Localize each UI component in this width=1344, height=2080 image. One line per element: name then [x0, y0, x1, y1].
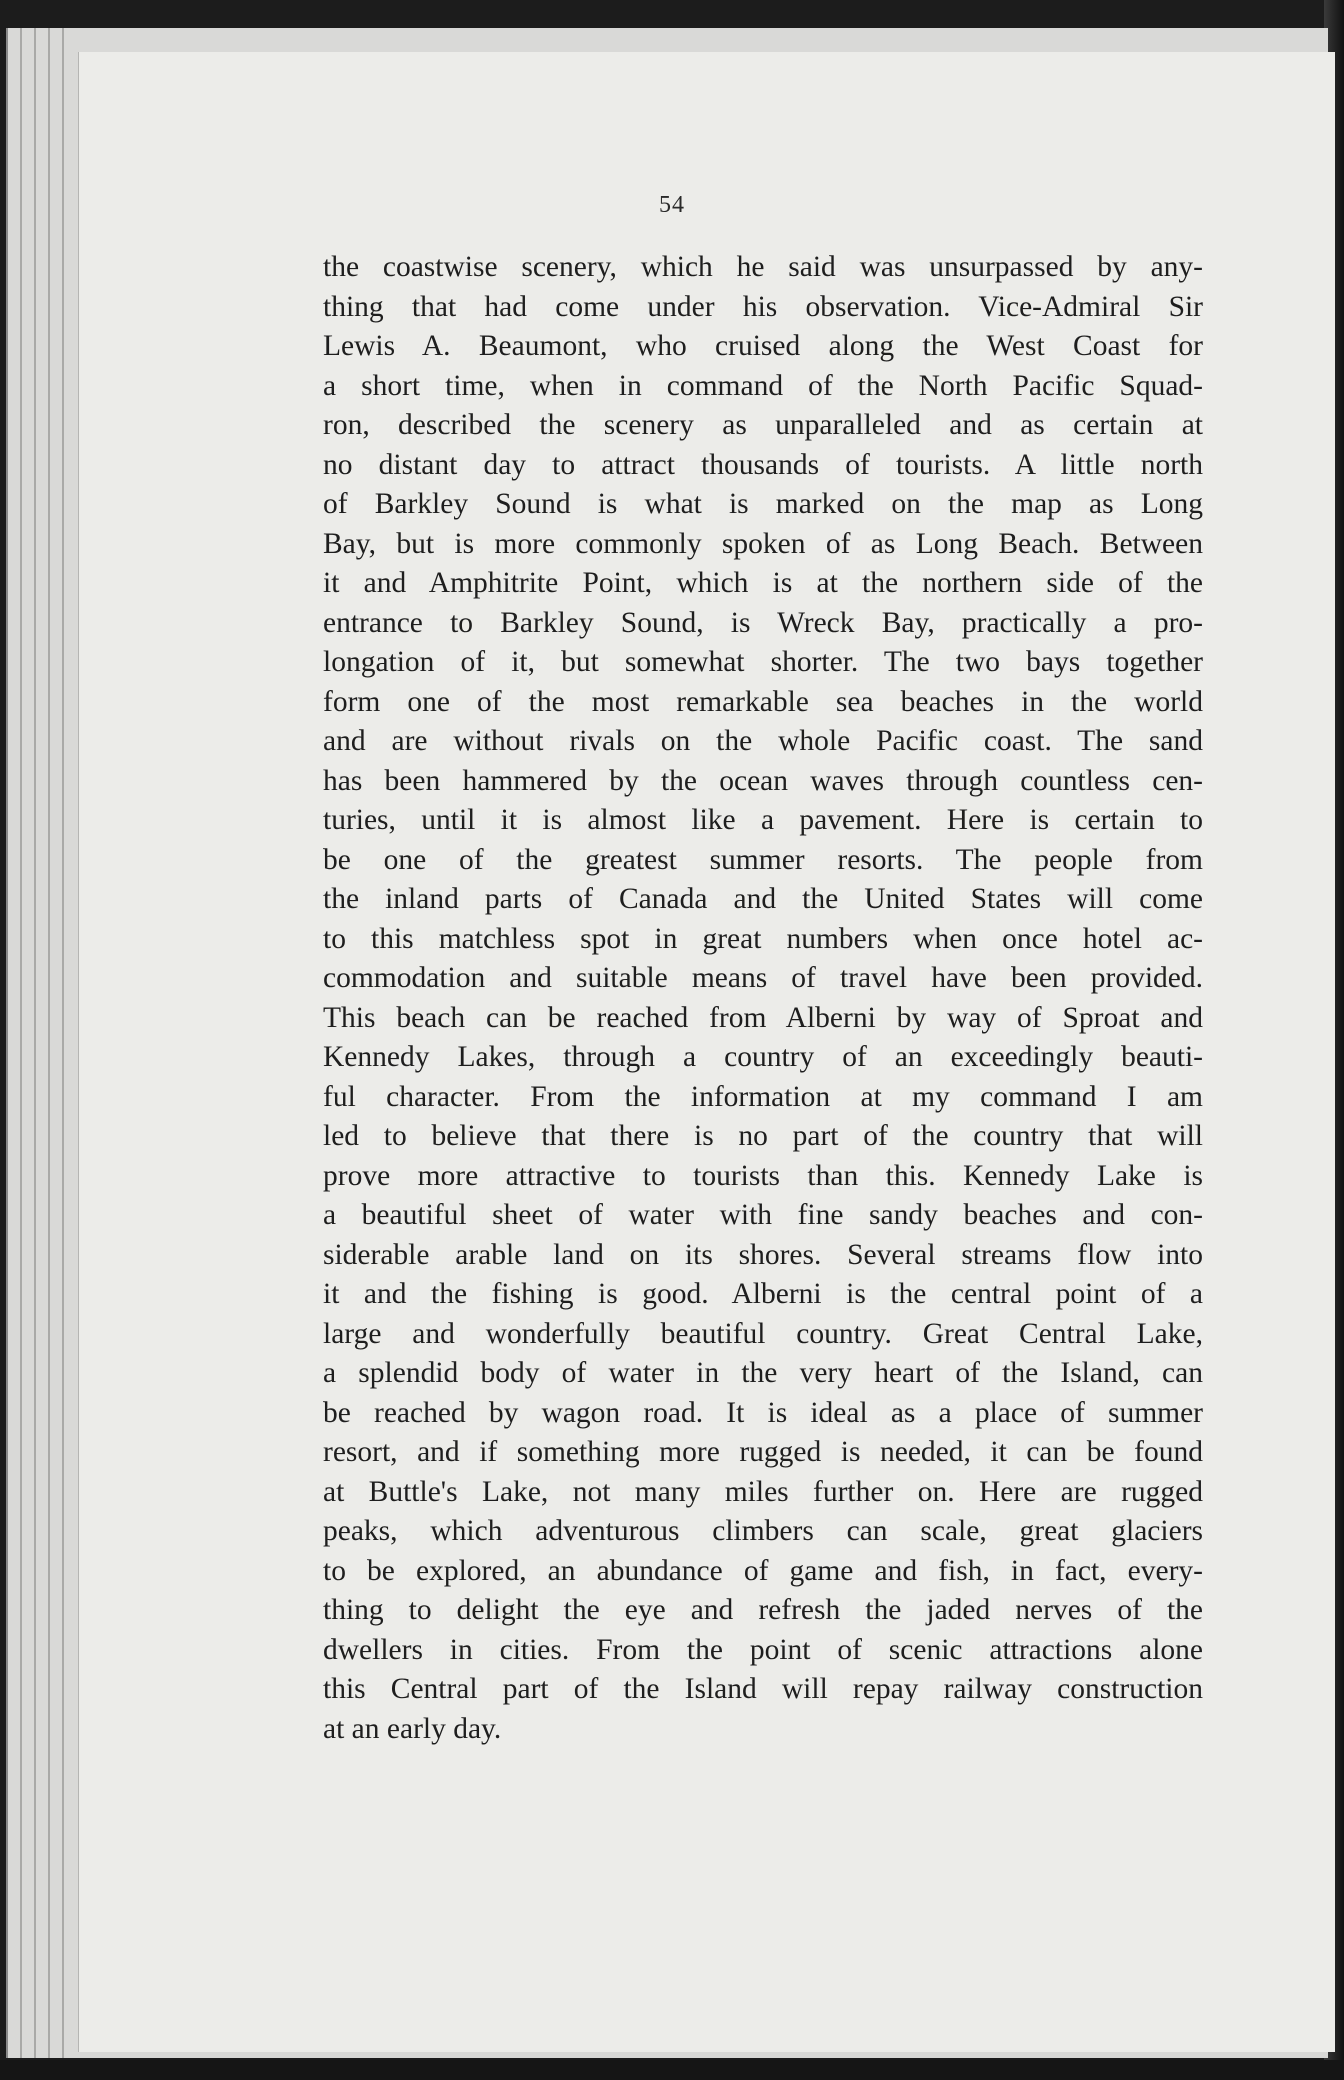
text-line: Kennedy Lakes, through a country of an exceedingly beauti- [323, 1041, 1203, 1073]
text-line: longation of it, but somewhat shorter. The two bays together [323, 646, 1203, 678]
text-line: led to believe that there is no part of the country that will [323, 1120, 1203, 1152]
page-stack-edge [62, 28, 64, 2058]
text-line: ron, described the scenery as unparalleled and as certain at [323, 409, 1203, 441]
text-line: thing that had come under his observation. Vice-Admiral Sir [323, 290, 1203, 323]
page-stack-edge [34, 28, 36, 2058]
text-line: has been hammered by the ocean waves through countless cen- [323, 764, 1203, 797]
text-line: to be explored, an abundance of game and fish, in fact, every- [323, 1554, 1203, 1587]
text-line: Lewis A. Beaumont, who cruised along the West Coast for [323, 330, 1203, 362]
text-line: form one of the most remarkable sea beaches in the world [323, 685, 1203, 718]
text-line: peaks, which adventurous climbers can scale, great glaciers [323, 1515, 1203, 1547]
text-line: be one of the greatest summer resorts. The people from [323, 843, 1203, 876]
scan-edge-bottom [0, 2060, 1344, 2080]
text-line: entrance to Barkley Sound, is Wreck Bay, practically a pro- [323, 606, 1203, 639]
page-stack-edge [48, 28, 50, 2058]
text-line: a splendid body of water in the very heart of the Island, can [323, 1357, 1203, 1389]
text-line: it and the fishing is good. Alberni is the central point of a [323, 1278, 1203, 1310]
text-line: at an early day. [323, 1712, 502, 1745]
text-line: and are without rivals on the whole Pacific coast. The sand [323, 725, 1203, 757]
page-stack-edge [20, 28, 22, 2058]
text-line: the inland parts of Canada and the United States will come [323, 883, 1203, 915]
text-line: thing to delight the eye and refresh the jaded nerves of the [323, 1594, 1203, 1626]
text-line: dwellers in cities. From the point of scenic attractions alone [323, 1633, 1203, 1666]
body-text [323, 248, 1203, 1749]
text-line: a beautiful sheet of water with fine sandy beaches and con- [323, 1199, 1203, 1231]
text-line: siderable arable land on its shores. Several streams flow into [323, 1238, 1203, 1271]
text-line: the coastwise scenery, which he said was unsurpassed by any- [323, 251, 1203, 283]
text-line: Bay, but is more commonly spoken of as Long Beach. Between [323, 527, 1203, 560]
text-line: be reached by wagon road. It is ideal as a place of summer [323, 1396, 1203, 1429]
text-line: large and wonderfully beautiful country. Great Central Lake, [323, 1317, 1203, 1350]
text-line: prove more attractive to tourists than this. Kennedy Lake is [323, 1159, 1203, 1192]
text-line: ful character. From the information at my command I am [323, 1080, 1203, 1113]
text-line: This beach can be reached from Alberni by way of Sproat and [323, 1001, 1203, 1034]
text-line: resort, and if something more rugged is needed, it can be found [323, 1436, 1203, 1468]
text-line: turies, until it is almost like a pavement. Here is certain to [323, 804, 1203, 836]
text-line: a short time, when in command of the North Pacific Squad- [323, 369, 1203, 402]
text-line: this Central part of the Island will repay railway construction [323, 1673, 1203, 1705]
page-number: 54 [659, 192, 685, 218]
text-line: no distant day to attract thousands of tourists. A little north [323, 448, 1203, 481]
text-line: commodation and suitable means of travel have been provided. [323, 962, 1203, 994]
text-line: to this matchless spot in great numbers when once hotel ac- [323, 922, 1203, 955]
text-line: at Buttle's Lake, not many miles further on. Here are rugged [323, 1475, 1203, 1508]
text-line: of Barkley Sound is what is marked on the map as Long [323, 488, 1203, 520]
text-line: it and Amphitrite Point, which is at the northern side of the [323, 567, 1203, 599]
